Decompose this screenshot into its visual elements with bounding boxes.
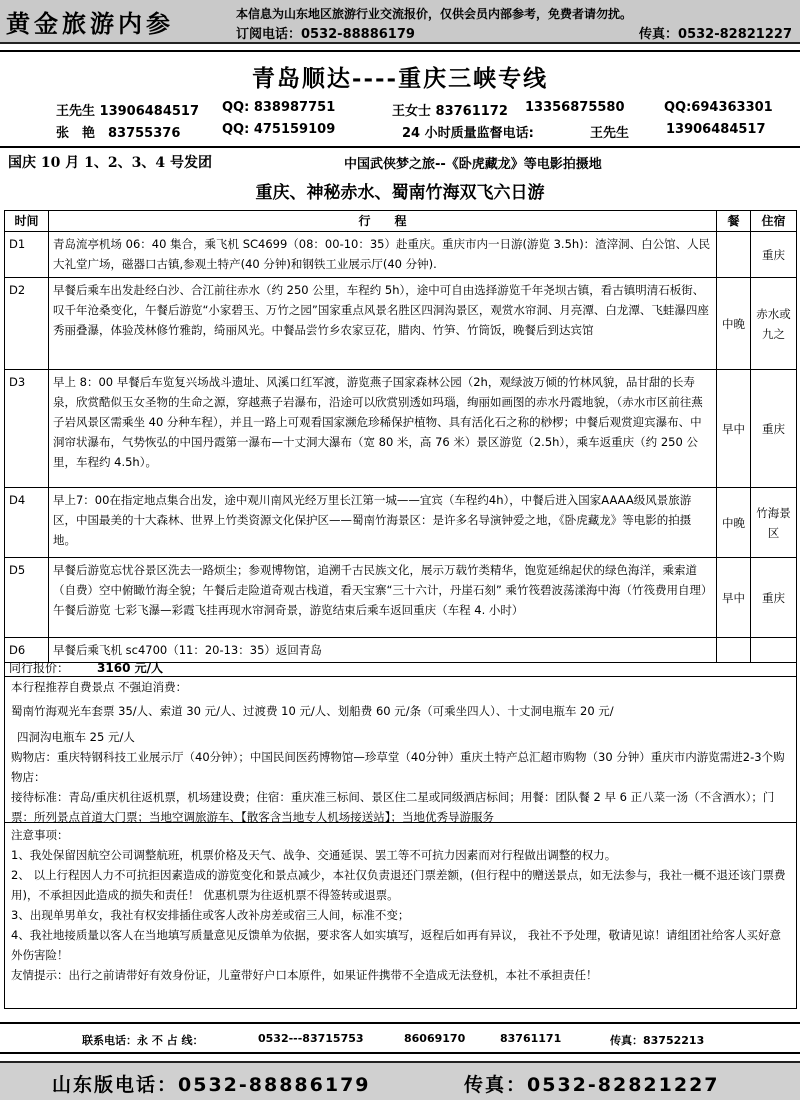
day-meal: 早中: [717, 370, 751, 488]
bottom-telephone: 山东版电话：0532-88886179: [52, 1074, 371, 1096]
table-row: [5, 558, 797, 638]
day-stay: 竹海景区: [751, 488, 797, 558]
bottom-fax: 传真：0532-82821227: [464, 1074, 720, 1096]
day-label: D1: [5, 232, 49, 278]
header-meal: 餐: [717, 211, 751, 232]
price-value: 3160 元/人: [97, 661, 163, 675]
footer-phone: 0532---83715753: [258, 1032, 364, 1045]
quality-hotline-name: 王先生: [590, 126, 630, 141]
footer-phone: 86069170: [404, 1032, 466, 1045]
quality-hotline-label: 24 小时质量监督电话:: [402, 126, 534, 141]
footer-fax: 传真：83752213: [610, 1034, 705, 1047]
page-title: 青岛顺达----重庆三峡专线: [251, 65, 549, 92]
table-row: [5, 370, 797, 488]
contact-qq-2: QQ: 475159109: [222, 122, 336, 137]
header-fax: 传真：0532-82821227: [639, 27, 792, 42]
day-description: 青岛流亭机场 06：40 集合，乘飞机 SC4699（08：00-10：35）赴重庆。重庆市内一日游(游览 3.5h)：渣滓洞、白公馆、人民大礼堂广场，磁器口古镇,参观土特产(40 分钟)和钢铁工业展示厅(40 分钟).: [48, 232, 716, 278]
day-stay: 重庆: [751, 558, 797, 638]
day-meal: 早中: [717, 558, 751, 638]
header-notice: 本信息为山东地区旅游行业交流报价，仅供会员内部参考，免费者请勿扰。: [236, 7, 633, 21]
day-description: 早餐后乘车出发赴经白沙、合江前往赤水（约 250 公里，车程约 5h），途中可自由选择游览千年尧坝古镇，看古镇明清石板街、叹千年沧桑变化，午餐后游览“小家碧玉、万竹之园”国家重点风景名胜区四洞沟景区，观赏水帘洞、月亮潭、白龙潭、飞蛙瀑四座秀丽叠瀑，体验茂林修竹雅韵，绮丽风光。中餐品尝竹乡农家豆花，腊肉、竹笋、竹筒饭，晚餐后到达宾馆: [48, 278, 716, 370]
recommend-extra: 四洞沟电瓶车 25 元/人: [17, 730, 135, 744]
note-item: 4、我社地接质量以客人在当地填写质量意见反馈单为依据，要求客人如实填写，返程后如再有异议， 我社不予处理，敬请见谅！请组团社给客人买好意外伤害险！: [11, 928, 781, 962]
day-stay: 赤水或九之: [751, 278, 797, 370]
departure-dates: 国庆 10 月 1、2、3、4 号发团: [8, 155, 212, 171]
contact-mobile: 13356875580: [525, 100, 625, 115]
divider: [0, 1022, 800, 1024]
quality-hotline-number: 13906484517: [666, 122, 766, 137]
header-bar: [0, 0, 800, 44]
contact-wang-mr: 王先生 13906484517: [56, 104, 200, 119]
day-label: D6: [5, 638, 49, 663]
table-row: [5, 488, 797, 558]
day-description: 早餐后乘飞机 sc4700（11：20-13：35）返回青岛: [48, 638, 716, 663]
price-label: 同行报价：: [9, 661, 70, 675]
header-stay: 住宿: [751, 211, 797, 232]
day-stay: 重庆: [751, 232, 797, 278]
tour-tagline: 中国武侠梦之旅--《卧虎藏龙》等电影拍摄地: [344, 157, 602, 172]
day-meal: 中晚: [717, 488, 751, 558]
note-item: 3、出现单男单女，我社有权安排插住或客人改补房差或宿三人间，标准不变；: [11, 908, 410, 922]
divider: [0, 146, 800, 148]
table-header-row: [5, 211, 797, 232]
footer-phone: 83761171: [500, 1032, 562, 1045]
contact-qq-1: QQ: 838987751: [222, 100, 336, 115]
day-description: 早上7：00在指定地点集合出发，途中观川南风光经万里长江第一城——宜宾（车程约4h），中餐后进入国家AAAA级风景旅游区，中国最美的十大森林、世界上竹类资源文化保护区——蜀南竹海景区：是许多名导演钟爱之地，《卧虎藏龙》等电影的拍摄地。: [48, 488, 716, 558]
bottom-bar: [0, 1061, 800, 1100]
info-block: [4, 677, 797, 823]
notes-title: 注意事项：: [11, 828, 69, 842]
contact-wang-ms: 王女士 83761172: [392, 104, 508, 119]
day-description: 早上 8：00 早餐后车览复兴场战斗遗址、风溪口红军渡，游览燕子国家森林公园（2h，观绿波万倾的竹林风貌，品甘甜的长寿泉，欣赏酷似玉女圣物的生命之源，穿越燕子岩瀑布，沿途可以欣赏别透如玛瑙，绚丽如画图的赤水丹霞地貌，（赤水市区前往燕子岩风景区需乘坐 40 分种车程），并且一路上可观看国家濒危珍稀保护植物、具有活化石之称的桫椤；中餐后观赏迎宾瀑布、中洞帘状瀑布，气势恢弘的中国丹霞第一瀑布—十丈洞大瀑布（宽 80 米，高 76 米）景区游览（2.5h），乘车返重庆（约 250 公里，车程约 4.5h）。: [48, 370, 716, 488]
day-description: 早餐后游览忘忧谷景区洗去一路烦尘；参观博物馆，追溯千古民族文化，展示万载竹类精华，饱览延绵起伏的绿色海洋，乘索道（自费）空中俯瞰竹海全貌；午餐后走险道奇观古栈道，看天宝寨“三十六计，丹崖石刻” 乘竹筏碧波荡漾海中海（竹筏费用自理）午餐后游览 七彩飞瀑—彩霞飞挂再现水帘洞奇景，游览结束后乘车返回重庆（车程 4. 小时）: [48, 558, 716, 638]
divider: [0, 1052, 800, 1054]
table-row: [5, 232, 797, 278]
note-item: 2、 以上行程因人力不可抗拒因素造成的游览变化和景点减少，本社仅负责退还门票差额，(但行程中的赠送景点，如无法参与，我社一概不退还该门票费用)，不承担因此造成的损失和责任！ 优惠机票为往返机票不得签转或退票。: [11, 868, 786, 902]
subscription-hotline: 订阅电话：0532-88886179: [236, 27, 415, 42]
day-stay: 重庆: [751, 370, 797, 488]
contact-qq-3: QQ:694363301: [664, 100, 773, 115]
notes-block: [4, 823, 797, 1009]
day-label: D4: [5, 488, 49, 558]
note-item: 1、我处保留因航空公司调整航班，机票价格及天气、战争、交通延误、罢工等不可抗力因素而对行程做出调整的权力。: [11, 848, 617, 862]
brand-title: 黄金旅游内参: [6, 9, 174, 38]
day-label: D5: [5, 558, 49, 638]
divider: [0, 50, 800, 52]
friendly-tip: 友情提示：出行之前请带好有效身份证，儿童带好户口本原件，如果证件携带不全造成无法登机，本社不承担责任！: [11, 968, 598, 982]
header-day: 时间: [5, 211, 49, 232]
tour-subtitle: 重庆、神秘赤水、蜀南竹海双飞六日游: [255, 183, 545, 203]
itinerary-table: [4, 210, 797, 663]
footer-contact-label: 联系电话：永 不 占 线：: [82, 1034, 204, 1047]
shopping-info: 购物店：重庆特钢科技工业展示厅（40分钟）；中国民间医药博物馆—珍草堂（40分钟）重庆土特产总汇超市购物（30 分钟）重庆市内游览需进2-3个购物店：: [11, 750, 785, 784]
header-desc: 行 程: [48, 211, 716, 232]
recommend-items: 蜀南竹海观光车套票 35/人、索道 30 元/人、过渡费 10 元/人、划船费 60 元/条（可乘坐四人）、十丈洞电瓶车 20 元/: [11, 704, 614, 718]
day-label: D2: [5, 278, 49, 370]
service-standards: 接待标准：青岛/重庆机往返机票，机场建设费；住宿：重庆准三标间、景区住二星或同级酒店标间；用餐：团队餐 2 早 6 正八菜一汤（不含酒水）；门票：所列景点首道大门票；当地空调旅游车、【散客含当地专人机场接送站】；当地优秀导游服务: [11, 790, 775, 824]
price-row: [4, 657, 797, 677]
table-row: [5, 278, 797, 370]
recommend-title: 本行程推荐自费景点 不强迫消费：: [11, 680, 188, 694]
contact-zhang: 张 艳 83755376: [56, 126, 181, 141]
day-meal: [717, 232, 751, 278]
day-label: D3: [5, 370, 49, 488]
day-meal: 中晚: [717, 278, 751, 370]
